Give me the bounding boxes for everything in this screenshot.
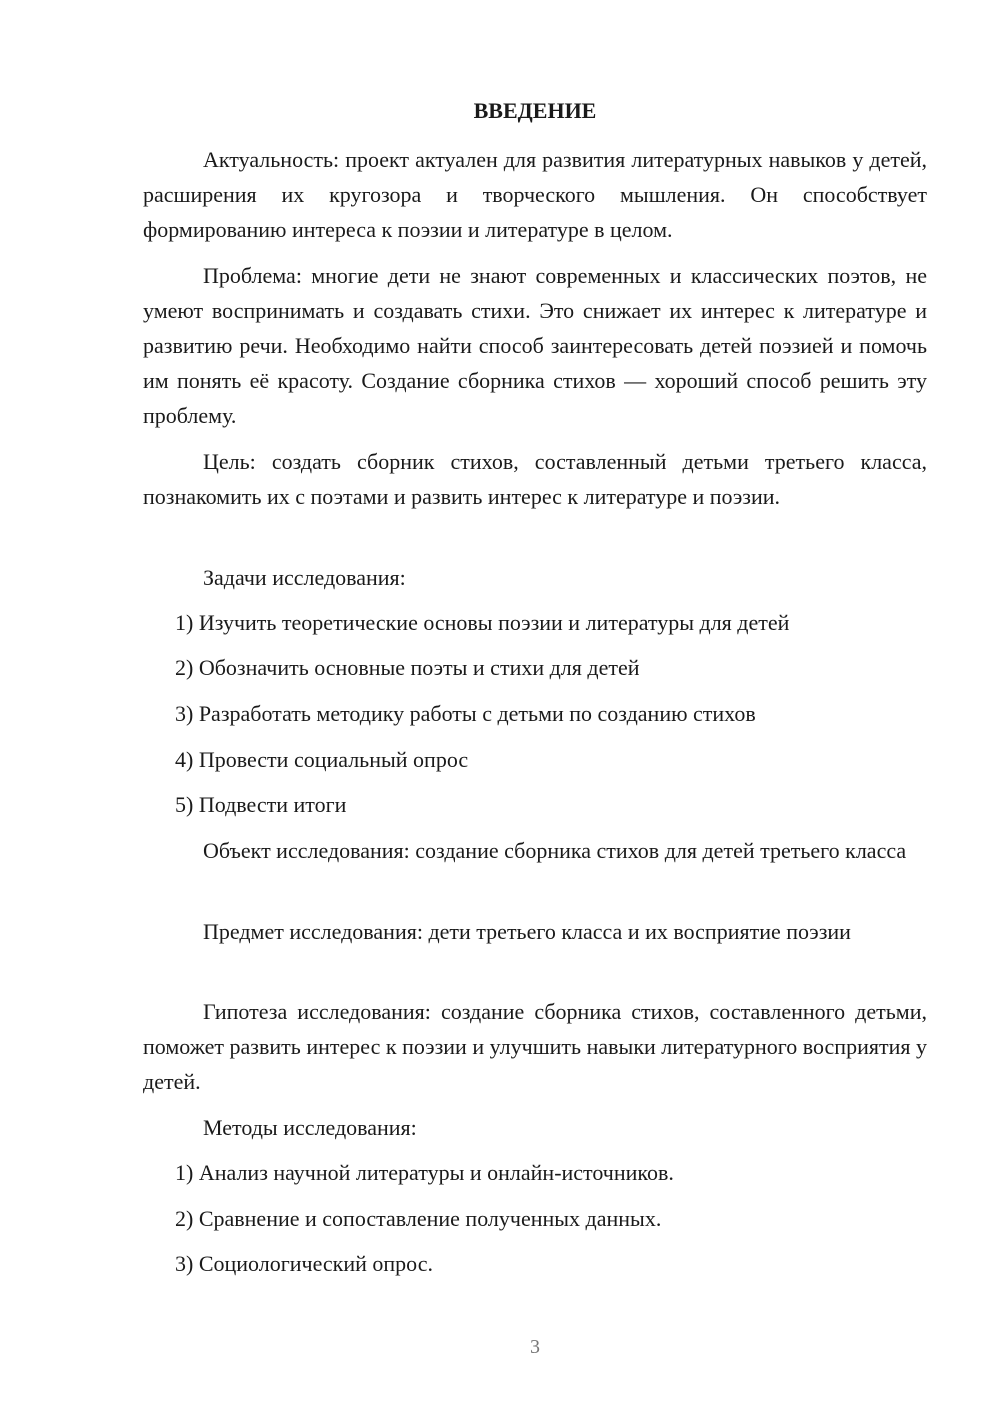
object-paragraph: Объект исследования: создание сборника стихов для детей третьего класса [203, 838, 907, 863]
method-item: 3) Социологический опрос. [175, 1251, 433, 1276]
tasks-heading: Задачи исследования: [203, 565, 406, 590]
subject-paragraph: Предмет исследования: дети третьего класса и их восприятие поэзии [203, 919, 851, 944]
document-page [143, 0, 927, 1414]
method-item: 1) Анализ научной литературы и онлайн-источников. [175, 1160, 674, 1185]
goal-paragraph: Цель: создать сборник стихов, составленный детьми третьего класса, познакомить их с поэтами и развить интерес к литературе и поэзии. [143, 449, 927, 509]
task-item: 5) Подвести итоги [175, 792, 347, 817]
problem-paragraph: Проблема: многие дети не знают современных и классических поэтов, не умеют воспринимать и создавать стихи. Это снижает их интерес к литературе и развитию речи. Необходимо найти способ заинтересовать детей поэзией и помочь им понять её красоту. Создание сборника стихов — хороший способ решить эту проблему. [143, 263, 927, 428]
task-item: 2) Обозначить основные поэты и стихи для детей [175, 655, 640, 680]
method-item: 2) Сравнение и сопоставление полученных данных. [175, 1206, 662, 1231]
task-item: 3) Разработать методику работы с детьми по созданию стихов [175, 701, 756, 726]
methods-heading: Методы исследования: [203, 1115, 417, 1140]
task-item: 1) Изучить теоретические основы поэзии и литературы для детей [175, 610, 790, 635]
page-title: ВВЕДЕНИЕ [473, 98, 597, 123]
page-number: 3 [530, 1336, 540, 1358]
actuality-paragraph: Актуальность: проект актуален для развития литературных навыков у детей, расширения их кругозора и творческого мышления. Он способствует формированию интереса к поэзии и литературе в целом. [143, 147, 927, 242]
hypothesis-paragraph: Гипотеза исследования: создание сборника стихов, составленного детьми, поможет развить интерес к поэзии и улучшить навыки литературного восприятия у детей. [143, 999, 927, 1094]
task-item: 4) Провести социальный опрос [175, 747, 469, 772]
